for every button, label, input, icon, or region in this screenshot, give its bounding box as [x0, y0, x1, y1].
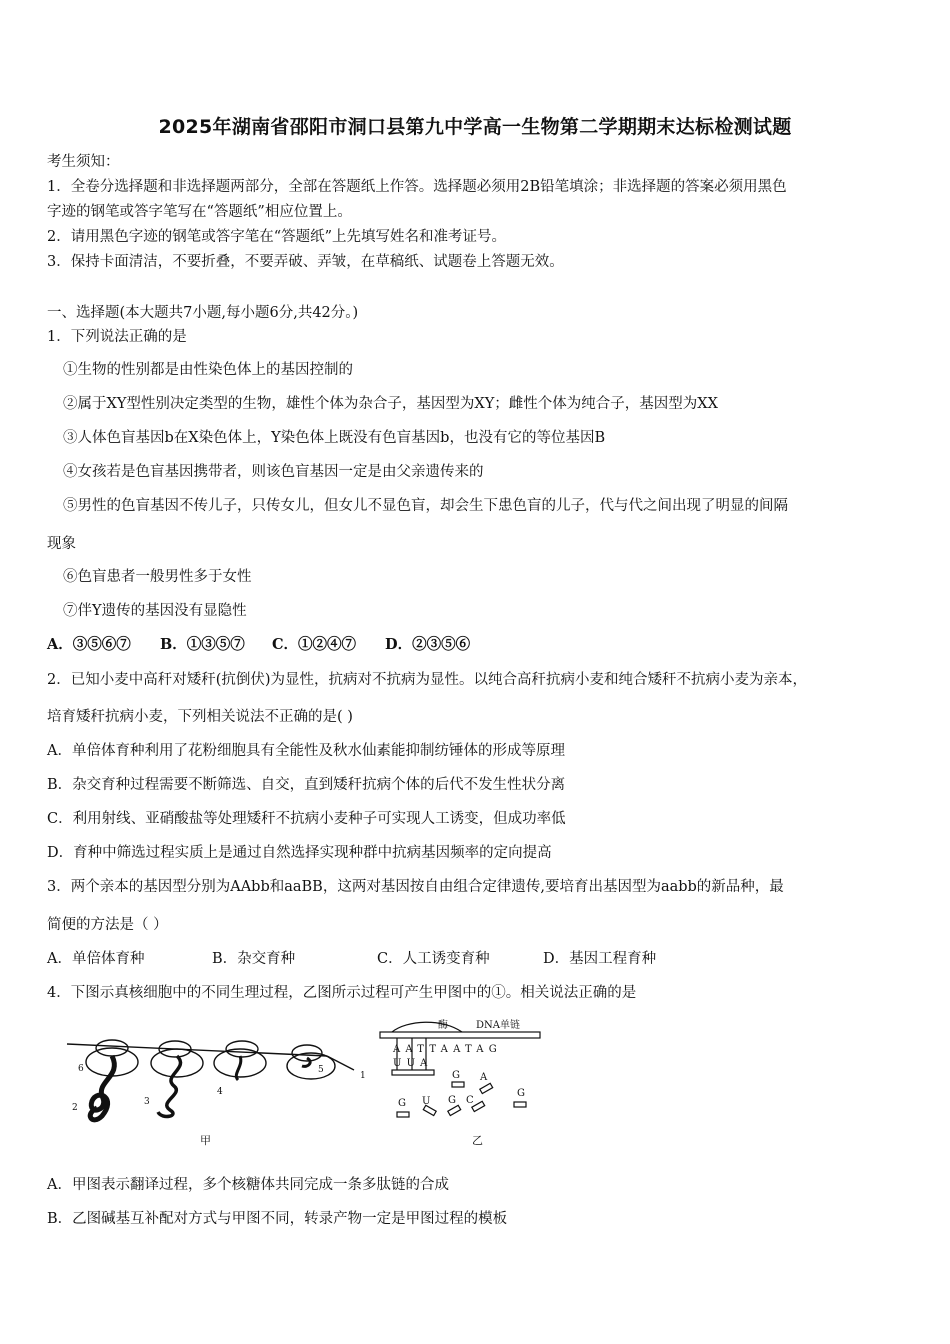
q4-option-b: B．乙图碱基互补配对方式与甲图不同，转录产物一定是甲图过程的模板	[47, 1211, 508, 1227]
template-bases: AATTAATAG	[393, 1044, 502, 1055]
q1-statement-7: ⑦伴Y遗传的基因没有显隐性	[63, 603, 247, 619]
q2-option-b: B．杂交育种过程需要不断筛选、自交，直到矮秆抗病个体的后代不发生性状分离	[47, 777, 566, 793]
enzyme-outline	[392, 1022, 462, 1032]
q1-statement-6: ⑥色盲患者一般男性多于女性	[63, 569, 252, 585]
q3-option-a: A．单倍体育种	[47, 951, 145, 967]
jia-number-3: 3	[144, 1097, 150, 1107]
loose-base-g1: G	[452, 1070, 460, 1081]
q2-stem-2: 培育矮秆抗病小麦，下列相关说法不正确的是( )	[47, 709, 353, 725]
q1-statement-1: ①生物的性别都是由性染色体上的基因控制的	[63, 362, 353, 378]
jia-number-1: 1	[360, 1071, 366, 1081]
free-nucleotide-1	[452, 1082, 464, 1087]
rna-bases: UUA	[393, 1058, 433, 1069]
loose-base-u: U	[422, 1096, 431, 1107]
dna-label: DNA单链	[476, 1020, 520, 1031]
q3-stem-2: 简便的方法是（ ）	[47, 917, 168, 933]
loose-base-c: C	[466, 1095, 474, 1106]
rna-strand	[392, 1070, 434, 1075]
free-nucleotide-6	[448, 1105, 461, 1115]
jia-number-4: 4	[217, 1087, 223, 1097]
q1-stem: 1．下列说法正确的是	[47, 329, 187, 345]
q1-statement-2: ②属于XY型性别决定类型的生物，雄性个体为杂合子，基因型为XY；雌性个体为纯合子，基因型为XX	[63, 396, 718, 412]
q1-option-a: A．③⑤⑥⑦	[47, 636, 131, 653]
q4-option-a: A．甲图表示翻译过程，多个核糖体共同完成一条多肽链的合成	[47, 1177, 449, 1193]
q1-option-d: D．②③⑤⑥	[385, 636, 471, 653]
notice-item-2: 2．请用黑色字迹的钢笔或答字笔在“答题纸”上先填写姓名和准考证号。	[47, 229, 507, 245]
page-title: 2025年湖南省邵阳市洞口县第九中学高一生物第二学期期末达标检测试题	[158, 116, 792, 138]
q2-option-d: D．育种中筛选过程实质上是通过自然选择实现种群中抗病基因频率的定向提高	[47, 845, 552, 861]
q3-option-d: D．基因工程育种	[543, 951, 657, 967]
q2-option-c: C．利用射线、亚硝酸盐等处理矮秆不抗病小麦种子可实现人工诱变，但成功率低	[47, 811, 566, 827]
q3-option-b: B．杂交育种	[212, 951, 296, 967]
notice-item-1: 1．全卷分选择题和非选择题两部分，全部在答题纸上作答。选择题必须用2B铅笔填涂；非选择题的答案必须用黑色	[47, 179, 787, 195]
enzyme-label: 酶	[438, 1020, 448, 1031]
free-nucleotide-4	[397, 1112, 409, 1117]
q4-figure	[62, 1016, 552, 1151]
section-heading: 一、选择题(本大题共7小题,每小题6分,共42分。)	[47, 305, 359, 321]
q3-option-c: C．人工诱变育种	[377, 951, 490, 967]
q1-statement-5-cont: 现象	[47, 536, 76, 552]
notice-item-3: 3．保持卡面清洁，不要折叠，不要弄破、弄皱，在草稿纸、试题卷上答题无效。	[47, 254, 564, 270]
yi-label: 乙	[472, 1134, 483, 1147]
notice-item-1-cont: 字迹的钢笔或答字笔写在“答题纸”相应位置上。	[47, 204, 352, 220]
q1-statement-5: ⑤男性的色盲基因不传儿子，只传女儿，但女儿不显色盲，却会生下患色盲的儿子，代与代之间出现了明显的间隔	[63, 498, 788, 514]
q2-option-a: A．单倍体育种利用了花粉细胞具有全能性及秋水仙素能抑制纺锤体的形成等原理	[47, 743, 565, 759]
jia-number-5: 5	[318, 1065, 324, 1075]
q1-option-b: B．①③⑤⑦	[160, 636, 245, 653]
dna-single-strand	[380, 1032, 540, 1038]
q3-stem-1: 3．两个亲本的基因型分别为AAbb和aaBB，这两对基因按自由组合定律遗传,要培育出基因型为aabb的新品种，最	[47, 879, 784, 895]
polypeptide-2	[90, 1056, 114, 1120]
figure-jia-translation	[67, 1040, 354, 1120]
notice-heading: 考生须知：	[47, 154, 120, 170]
polypeptide-3	[158, 1056, 181, 1116]
q1-option-c: C．①②④⑦	[272, 636, 357, 653]
polypeptide-5	[302, 1058, 310, 1066]
jia-label: 甲	[200, 1134, 211, 1147]
free-nucleotide-7	[472, 1101, 485, 1111]
q4-stem: 4．下图示真核细胞中的不同生理过程，乙图所示过程可产生甲图中的①。相关说法正确的是	[47, 985, 637, 1001]
jia-number-6: 6	[78, 1064, 84, 1074]
q1-statement-3: ③人体色盲基因b在X染色体上，Y染色体上既没有色盲基因b，也没有它的等位基因B	[63, 430, 606, 446]
loose-base-g4: G	[448, 1095, 456, 1106]
q1-statement-4: ④女孩若是色盲基因携带者，则该色盲基因一定是由父亲遗传来的	[63, 464, 484, 480]
jia-number-2: 2	[72, 1103, 78, 1113]
free-nucleotide-2	[480, 1083, 493, 1093]
loose-base-g3: G	[398, 1098, 406, 1109]
q2-stem-1: 2．已知小麦中高秆对矮秆(抗倒伏)为显性，抗病对不抗病为显性。以纯合高秆抗病小麦和纯合矮秆不抗病小麦为亲本，	[47, 672, 808, 688]
loose-base-g2: G	[517, 1088, 525, 1099]
loose-base-a: A	[480, 1072, 488, 1083]
free-nucleotide-3	[514, 1102, 526, 1107]
